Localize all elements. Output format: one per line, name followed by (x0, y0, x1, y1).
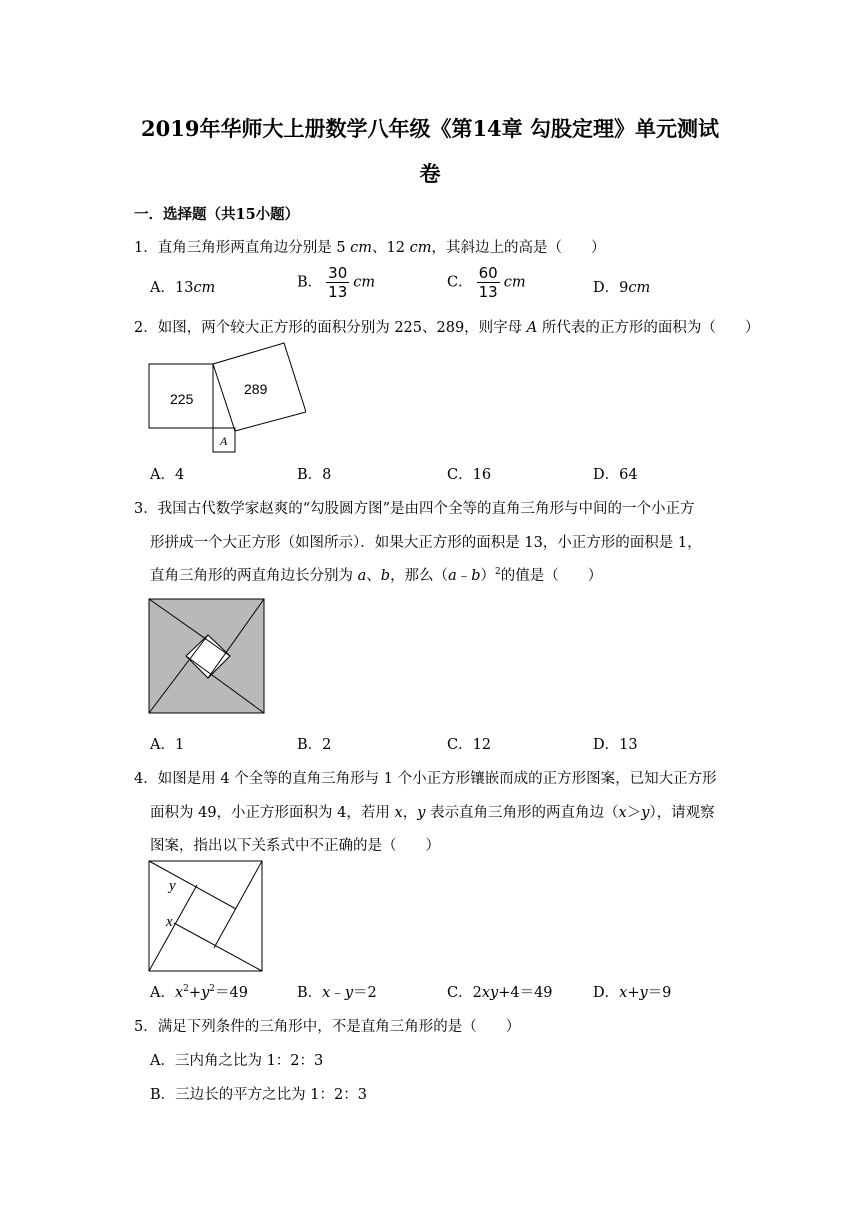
q1-option-d: D．9cm (593, 280, 651, 296)
page-title: 2019年华师大上册数学八年级《第14章 勾股定理》单元测试 (141, 116, 719, 141)
q3-option-a: A．1 (150, 737, 185, 753)
q1-option-a: A．13cm (150, 280, 216, 296)
q3-option-d: D．13 (593, 737, 638, 753)
q1-option-b: B． $\frac{30}{13}$ cm (297, 264, 376, 301)
question-2-stem: 2．如图，两个较大正方形的面积分别为 225、289，则字母 A 所代表的正方形的面积为（ ） (134, 320, 760, 336)
q5-option-b: B．三边长的平方之比为 1：2：3 (150, 1087, 367, 1103)
q4-option-a: A．$x^2+y^2=49$ (150, 984, 248, 1001)
q3-option-b: B．2 (297, 737, 332, 753)
question-4-line-2: 面积为 49，小正方形面积为 4，若用 x，y 表示直角三角形的两直角边（x＞y），请观察 (150, 805, 715, 821)
q3-figure (148, 598, 266, 715)
question-3-line-2: 形拼成一个大正方形（如图所示）．如果大正方形的面积是 13，小正方形的面积是 1， (150, 535, 702, 551)
label-225: 225 (170, 391, 194, 407)
question-1-stem: 1．直角三角形两直角边分别是 5 cm、12 cm，其斜边上的高是（ ） (134, 240, 606, 256)
q4-option-b: B．x﹣y＝2 (297, 985, 377, 1001)
q3-option-c: C．12 (447, 737, 492, 753)
section-heading: 一．选择题（共15小题） (134, 206, 300, 223)
q2-figure (146, 340, 306, 456)
q2-option-a: A．4 (150, 467, 185, 483)
q4-figure (148, 860, 264, 972)
question-4-line-3: 图案，指出以下关系式中不正确的是（ ） (150, 838, 440, 854)
page-title-continued: 卷 (419, 161, 441, 186)
q1-option-b-fraction: $\frac{30}{13}$ (328, 264, 348, 301)
q2-option-b: B．8 (297, 467, 332, 483)
q5-option-a: A．三内角之比为 1：2：3 (150, 1053, 324, 1069)
label-a: A (220, 434, 228, 448)
label-x: x (166, 914, 173, 930)
question-3-line-1: 3．我国古代数学家赵爽的“勾股圆方图”是由四个全等的直角三角形与中间的一个小正方 (134, 501, 695, 517)
q2-option-c: C．16 (447, 467, 492, 483)
label-289: 289 (244, 381, 268, 397)
q1-option-c-fraction: $\frac{60}{13}$ (478, 264, 498, 301)
question-4-line-1: 4．如图是用 4 个全等的直角三角形与 1 个小正方形镶嵌而成的正方形图案，已知大正方形 (134, 771, 717, 787)
question-5-stem: 5．满足下列条件的三角形中，不是直角三角形的是（ ） (134, 1019, 521, 1035)
q4-option-d: D．x+y＝9 (593, 985, 672, 1001)
question-3-line-3: 直角三角形的两直角边长分别为 a、b，那么（a﹣b）$^2$的值是（ ） (150, 567, 603, 584)
q4-option-c: C．2xy+4＝49 (447, 985, 553, 1001)
label-y: y (169, 878, 176, 894)
q2-option-d: D．64 (593, 467, 638, 483)
q1-option-c: C． $\frac{60}{13}$ cm (447, 264, 526, 301)
